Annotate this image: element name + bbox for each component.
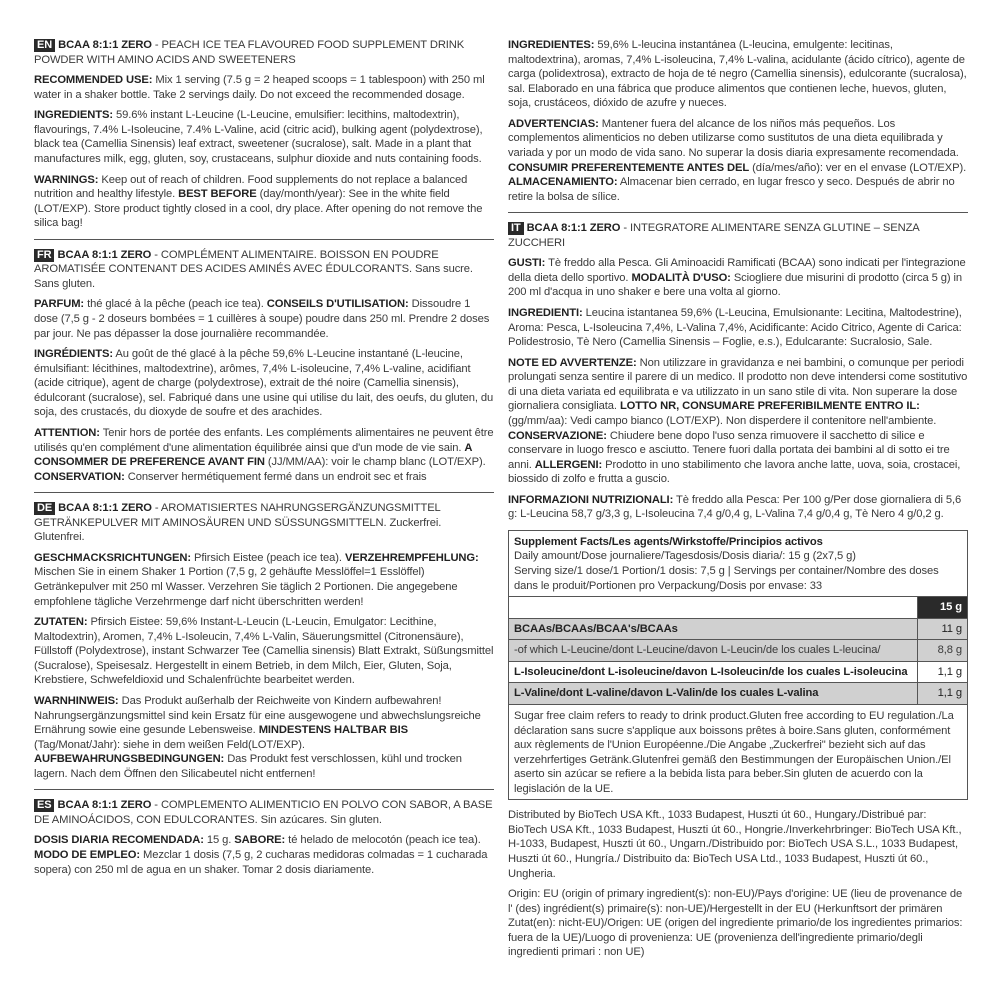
fr-conseils-label: CONSEILS D'UTILISATION: (266, 298, 409, 311)
facts-row-label: -of which L-Leucine/dont L-Leucine/davon L-Leucin/de los cuales L-leucina/ (509, 640, 917, 662)
de-zutaten-text: Pfirsich Eistee: 59,6% Instant-L-Leucin (L-Leucin, Emulgator: Lecithine, Maltodextrin), Aromen, 7,4% L-Isoleucin, 7,4% L-Valin, Säuerungsmittel (Citronensäure), Füllstoff (Polydextrose), instant Schwarzer Tee (Camellia sinensis) Blatt Extrakt, Süßungsmittel (Sucralose), Speisesalz. Hergestellt in einem Betrieb, in dem Milch, Eier, Gluten, Soja, Krebstiere, Schwefeldioxid und Schalenfrüchte bearbeitet werden. (34, 616, 494, 687)
it-allergeni-text: Prodotto in uno stabilimento che lavora anche latte, uova, soia, crostacei, biossido di zolfo e frutta a guscio. (508, 458, 961, 486)
en-product-name: BCAA 8:1:1 ZERO (58, 39, 152, 51)
footer-info (508, 808, 968, 960)
de-zutaten (34, 615, 494, 688)
it-gusti (508, 256, 968, 300)
facts-row-label: L-Isoleucine/dont L-isoleucine/davon L-Isoleucin/de los cuales L-isoleucina (509, 661, 917, 683)
it-modalita-label: MODALITÀ D'USO: (631, 271, 731, 284)
it-note-label: NOTE ED AVVERTENZE: (508, 356, 637, 369)
es-alm-label: ALMACENAMIENTO: (508, 176, 618, 189)
divider (34, 492, 494, 493)
section-es-continued (508, 38, 968, 204)
en-heading-rest: - PEACH ICE TEA FLAVOURED FOOD SUPPLEMENT DRINK POWDER WITH AMINO ACIDS AND SWEETENERS (34, 39, 465, 66)
es-adv-label: ADVERTENCIAS: (508, 117, 599, 130)
facts-row (509, 618, 967, 640)
facts-header (509, 531, 967, 596)
facts-row (509, 640, 967, 662)
facts-row-label: BCAAs/BCAAs/BCAA's/BCAAs (509, 618, 917, 640)
it-lotto-text: (gg/mm/aa): Vedi campo bianco (LOT/EXP). Non disperdere il contenitore nell'ambiente. (508, 414, 937, 427)
es-sabore-text: té helado de melocotón (peach ice tea). (285, 834, 481, 847)
es-ingr-label: INGREDIENTES: (508, 39, 595, 51)
de-geschmack-label: GESCHMACKSRICHTUNGEN: (34, 551, 192, 564)
it-info-label: INFORMAZIONI NUTRIZIONALI: (508, 493, 674, 506)
facts-row-label: L-Valine/dont L-valine/davon L-Valin/de los cuales L-valina (509, 683, 917, 704)
facts-daily: Daily amount/Dose journaliere/Tagesdosis/Dosis diaria/: 15 g (2x7,5 g) (514, 550, 856, 563)
it-product-name: BCAA 8:1:1 ZERO (526, 222, 621, 235)
right-column (508, 38, 968, 990)
facts-note: Sugar free claim refers to ready to drink product.Gluten free according to EU regulation./La déclaration sans sucre s'applique aux boissons prêtes à boire.Sans gluten, conformément aux règlements de l'Union Européenne./Die Angabe „Zuckerfrei" bezieht sich auf das verzehrfertiges Getränk.Glutenfrei gemäß den Bestimmungen der Europäischen Union./El aserto sin azúcar se refiere a la bebida lista para beber.Sin gluten de acuerdo con la legislación de la UE. (509, 704, 967, 799)
facts-row-value: 11 g (917, 618, 967, 640)
de-geschmack (34, 551, 494, 609)
facts-serving: Serving size/1 dose/1 Portion/1 dosis: 7,5 g | Servings per container/Nombre des doses dans le produit/Portionen pro Verpackung/Dosis por envase: 33 (514, 565, 939, 592)
lang-badge-de: DE (34, 502, 55, 515)
section-it (508, 221, 968, 522)
it-info (508, 493, 968, 522)
es-ingredientes (508, 38, 968, 111)
en-recommended-label: RECOMMENDED USE: (34, 74, 153, 87)
distributed-by: Distributed by BioTech USA Kft., 1033 Budapest, Huszti út 60., Hungary./Distribué par: BioTech USA Kft., 1033 Budapest, Huszti út 60., Hongrie./Inverkehrbringer: BioTech USA Kft., H-1033, Budapest, Huszti út 60., Ungarn./Distribuido por: BioTech USA S.L., 1033 Budapest, Huszti út 60., Hungría./ Distribuito da: BioTech USA Ltd., 1033 Budapest, Huszti út 60., Ungheria. (508, 809, 962, 880)
left-column (34, 38, 494, 990)
fr-conservation-label: CONSERVATION: (34, 470, 125, 483)
it-lotto-label: LOTTO NR, CONSUMARE PREFERIBILMENTE ENTRO IL: (619, 400, 920, 413)
es-alm-text: Almacenar bien cerrado, en lugar fresco y seco. Después de abrir no retire la bolsa de sílice. (508, 176, 955, 203)
de-geschmack-text: Pfirsich Eistee (peach ice tea). (191, 551, 345, 564)
fr-parfum (34, 297, 494, 341)
fr-conseils-text: Dissoudre 1 dose (7,5 g - 2 doseurs bombées = 1 cuillères à soupe) poudre dans 250 ml. Prendre 2 doses par jour. Ne pas dépasser la dose journalière recommandée. (34, 298, 490, 340)
fr-ingredients-text: Au goût de thé glacé à la pêche 59,6% L-Leucine instantané (L-leucine, émulsifiant: lécithines, maltodextrine), arômes, 7,4% L-isoleucine, 7,4% L-valine, acidifiant (acide citrique), agent de charge (polydextrose), extrait de thé noire (Camellia sinensis), édulcorant (sucralose), sel. Fabriqué dans une usine qui utilise du lait, des oeufs, du gluten, du soja, des crustacés, du dioxyde de soufre et des arachides. (34, 348, 494, 419)
es-advertencias (508, 117, 968, 204)
it-note-text: Non utilizzare in gravidanza e nei bambini, o comunque per periodi prolungati senza sentire il parere di un medico. Il prodotto non deve intendersi come sostitutivo di una dieta variata ed equilibrata e va utilizzato in un sano stile di vita. Non superare la dose giornaliera consigliata. (508, 356, 968, 413)
es-dosis-text: 15 g. (203, 834, 235, 847)
divider (34, 239, 494, 240)
es-adv-text: Mantener fuera del alcance de los niños más pequeños. Los complementos alimenticios no deben utilizarse como sustitutos de una dieta equilibrada y variada y por un modo de vida sano. No superar la dosis diaria expresamente recomendada. (508, 117, 959, 159)
facts-column-header: 15 g (917, 597, 967, 619)
fr-product-name: BCAA 8:1:1 ZERO (57, 248, 152, 261)
facts-title: Supplement Facts/Les agents/Wirkstoffe/Principios activos (514, 535, 823, 548)
it-modalita-text: Sciogliere due misurini di prodotto (circa 5 g) in 200 ml d'acqua in uno shaker e bere una volta al giorno. (508, 271, 962, 299)
facts-row (509, 661, 967, 683)
es-heading (34, 798, 494, 827)
en-warnings-label: WARNINGS: (34, 173, 99, 186)
it-gusti-label: GUSTI: (508, 257, 546, 270)
it-info-text: Tè freddo alla Pesca: Per 100 g/Per dose giornaliera di 5,6 g: L-Leucina 58,7 g/3,3 g, L-Isoleucina 7,4 g/0,4 g, L-Valina 7,4 g/0,4 g, Tè Nero 4 g/0,2 g. (508, 493, 962, 521)
it-heading (508, 221, 968, 250)
es-sabore-label: SABORE: (234, 834, 286, 847)
it-gusti-text: Tè freddo alla Pesca. Gli Aminoacidi Ramificati (BCAA) sono indicati per l'integrazione della dieta dello sportivo. (508, 257, 966, 284)
de-warnhinweis (34, 694, 494, 781)
facts-table (509, 596, 967, 704)
de-warn-label: WARNHINWEIS: (34, 694, 119, 707)
lang-badge-fr: FR (34, 249, 54, 262)
lang-badge-it: IT (508, 222, 524, 235)
fr-attention-label: ATTENTION: (34, 426, 100, 439)
de-heading (34, 501, 494, 545)
section-es (34, 798, 494, 877)
lang-badge-en: EN (34, 39, 55, 52)
it-heading-rest: - INTEGRATORE ALIMENTARE SENZA GLUTINE – SENZA ZUCCHERI (508, 222, 920, 249)
en-warnings-text: Keep out of reach of children. Food supplements do not replace a balanced nutrition and healthy lifestyle. (34, 173, 468, 201)
en-ingredients-text: 59.6% instant L-Leucine (L-Leucine, emulsifier: lecithins, maltodextrin), flavourings, 7.4% L-Isoleucine, 7.4% L-Valine, acid (citric acid), bulking agent (polydextrose), black tea (Camellia Sinensis) leaf extract, sweetener (sucralose), salt. Made in a plant that manufactures milk, egg, gluten, soy, crustaceans, sulphur dioxide and nuts containing foods. (34, 109, 483, 165)
divider (34, 789, 494, 790)
it-ingr-text: Leucina istantanea 59,6% (L-Leucina, Emulsionante: Lecitina, Maltodestrine), Aroma: Pesca, L-Isoleucina 7,4%, L-Valina 7,4%, Acidificante: Acido Citrico, Agente di Carica: Polidestrosio, Tè Nero (Camellia Sinensis – Foglie, e.s.), Edulcarante: Sucralosio, Sale. (508, 307, 962, 349)
facts-row (509, 683, 967, 704)
section-en (34, 38, 494, 231)
supplement-facts-box (508, 530, 968, 800)
en-recommended (34, 73, 494, 102)
es-consumir-label: CONSUMIR PREFERENTEMENTE ANTES DEL (508, 161, 750, 174)
fr-heading (34, 248, 494, 292)
de-mhd-label: MINDESTENS HALTBAR BIS (258, 724, 408, 737)
it-ingredienti (508, 306, 968, 350)
de-product-name: BCAA 8:1:1 ZERO (58, 502, 152, 515)
fr-ingredients-label: INGRÉDIENTS: (34, 348, 113, 361)
facts-row-value: 1,1 g (917, 661, 967, 683)
it-note (508, 356, 968, 487)
en-ingredients-label: INGREDIENTS: (34, 109, 113, 122)
fr-attention-text: Tenir hors de portée des enfants. Les compléments alimentaires ne peuvent être utilisés qu'en complément d'une alimentation équilibrée ainsi que d'un mode de vie sain. (34, 426, 494, 454)
de-verzehr-label: VERZEHREMPFEHLUNG: (344, 551, 479, 564)
es-modo-text: Mezclar 1 dosis (7,5 g, 2 cucharas medidoras colmadas = 1 cucharada sopera) con 250 ml de agua en un shaker. Tomar 2 dosis diariamente. (34, 849, 488, 876)
it-ingr-label: INGREDIENTI: (508, 307, 583, 319)
de-zutaten-label: ZUTATEN: (34, 616, 88, 629)
es-dosis (34, 833, 494, 877)
de-heading-rest: - AROMATISIERTES NAHRUNGSERGÄNZUNGSMITTEL GETRÄNKEPULVER MIT AMINOSÄUREN UND SÜSSUNGSMITTELN. Zuckerfrei. Glutenfrei. (34, 502, 442, 544)
fr-ingredients (34, 347, 494, 420)
de-verzehr-text: Mischen Sie in einem Shaker 1 Portion (7,5 g, 2 gehäufte Messlöffel=1 Esslöffel) Getränkepulver mit 250 ml Wasser. Verzehren Sie täglich 2 Portionen. Die angegebene empfohlene tägliche Verzehrmenge darf nicht überschritten werden! (34, 566, 458, 608)
section-de (34, 501, 494, 781)
it-cons-label: CONSERVAZIONE: (508, 429, 607, 442)
section-fr (34, 248, 494, 484)
de-warn-text: Das Produkt außerhalb der Reichweite von Kindern aufbewahren! Nahrungsergänzungsmittel sind kein Ersatz für eine ausgewogene und abwechslungsreiche Ernährung sowie eine gesunde Lebensweise. (34, 694, 481, 737)
facts-row-value: 8,8 g (917, 640, 967, 662)
de-aufb-label: AUFBEWAHRUNGSBEDINGUNGEN: (34, 753, 225, 766)
es-consumir-text: (día/mes/año): ver en el envase (LOT/EXP). (749, 161, 967, 174)
en-ingredients (34, 108, 494, 166)
de-mhd-text: (Tag/Monat/Jahr): siehe in dem weißen Feld(LOT/EXP). (34, 738, 305, 751)
it-allergeni-label: ALLERGENI: (534, 458, 603, 471)
origin-statement: Origin: EU (origin of primary ingredient(s): non-EU)/Pays d'origine: UE (lieu de provenance de l' (des) ingrédient(s) primaire(s): non-UE)/Hergestellt in der EU (Herkunftsort der primären Zutat(en): nicht-EU)/Origen: UE (origen del ingrediente primario/de los ingredientes primarios: fuera de la UE)/Luogo di provenienza: UE (provenienza dell'ingrediente primario/degli ingredienti primari : non UE) (508, 888, 963, 959)
fr-conservation-text: Conserver hermétiquement fermé dans un endroit sec et frais (124, 470, 427, 483)
en-heading (34, 38, 494, 67)
es-product-name: BCAA 8:1:1 ZERO (57, 799, 152, 812)
de-aufb-text: Das Produkt fest verschlossen, kühl und trocken lagern. Nach dem Öffnen den Silicabeutel nicht entfernen! (34, 753, 462, 780)
es-heading-rest: - COMPLEMENTO ALIMENTICIO EN POLVO CON SABOR, A BASE DE AMINOÁCIDOS, CON EDULCORANTES. Sin azúcares. Sin gluten. (34, 799, 493, 826)
facts-header-blank (509, 597, 917, 619)
lang-badge-es: ES (34, 799, 54, 812)
facts-column-header-row (509, 597, 967, 619)
en-warnings (34, 173, 494, 231)
it-cons-text: Chiudere bene dopo l'uso senza rimuovere il sacchetto di silice e conservare in luogo fresco e asciutto. Tenere fuori dalla portata dei bambini al di sotto ei tre anni. (508, 429, 950, 471)
fr-attention (34, 426, 494, 484)
es-dosis-label: DOSIS DIARIA RECOMENDADA: (34, 834, 204, 847)
fr-consommer-text: (JJ/MM/AA): voir le champ blanc (LOT/EXP). (264, 456, 486, 469)
fr-consommer-label: A CONSOMMER DE PREFERENCE AVANT FIN (34, 441, 472, 469)
fr-heading-rest: - COMPLÉMENT ALIMENTAIRE. BOISSON EN POUDRE AROMATISÉE CONTENANT DES ACIDES AMINÉS AVEC ÉDULCORANTS. Sans sucre. Sans gluten. (34, 248, 473, 290)
divider (508, 212, 968, 213)
en-recommended-text: Mix 1 serving (7.5 g = 2 heaped scoops = 1 tablespoon) with 250 ml water in a shaker bottle. Take 2 servings daily. Do not exceed the recommended dosage. (34, 74, 485, 101)
es-ingr-text: 59,6% L-leucina instantánea (L-leucina, emulgente: lecitinas, maltodextrina), aromas, 7,4% L-isoleucina, 7,4% L-valina, acidulante (ácido cítrico), agente de carga (polidextrosa), extracto de hoja de té negro (Camellia sinensis), edulcorante (sucralosa), sal. Elaborado en una fábrica que produce alimentos que contienen leche, huevos, gluten, soja, crustáceos, dióxido de azufre y nueces. (508, 39, 967, 110)
facts-row-value: 1,1 g (917, 683, 967, 704)
en-best-label: BEST BEFORE (178, 188, 257, 201)
fr-parfum-text: thé glacé à la pêche (peach ice tea). (84, 298, 267, 311)
es-modo-label: MODO DE EMPLEO: (34, 849, 141, 861)
fr-parfum-label: PARFUM: (34, 298, 85, 311)
en-best-text: (day/month/year): See in the white field (LOT/EXP). Store product tightly closed in a cool, dry place. After opening do not remove the silica bag! (34, 188, 483, 230)
